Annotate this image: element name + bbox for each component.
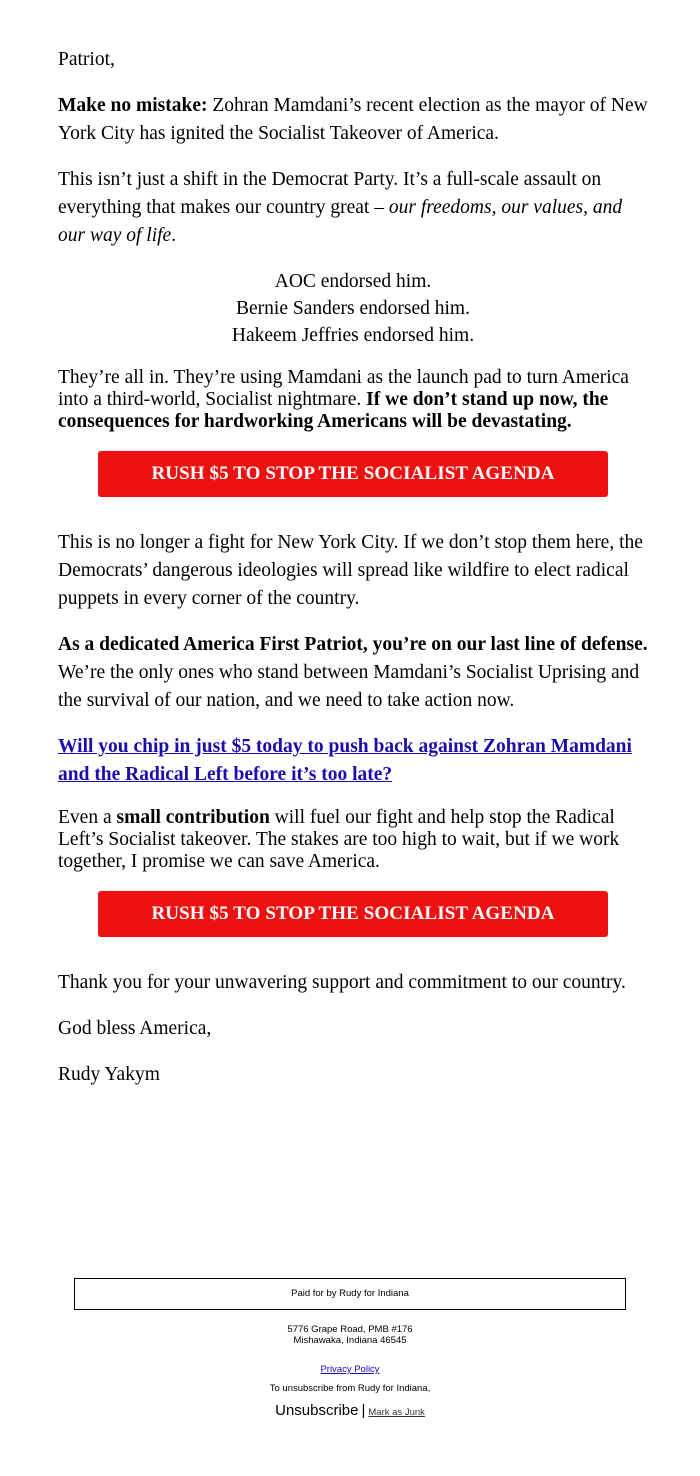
paragraph-defense (58, 631, 648, 715)
address-line: 5776 Grape Road, PMB #176 (287, 1324, 413, 1335)
defense-bold: As a dedicated America First Patriot, you’re on our last line of defense. (58, 634, 648, 655)
unsubscribe-note: To unsubscribe from Rudy for Indiana, (269, 1383, 431, 1394)
paragraph-thanks: Thank you for your unwavering support and commitment to our country. (58, 972, 626, 993)
intro-text: Zohran Mamdani’s recent election as the mayor of New York City has ignited the Socialist Takeover of America. (58, 95, 648, 144)
privacy-row (0, 1364, 700, 1375)
contribution-pre: Even a (58, 807, 117, 828)
unsubscribe-link[interactable]: Unsubscribe (275, 1402, 359, 1419)
assault-text: This isn’t just a shift in the Democrat Party. It’s a full-scale assault on everything that makes our country great – (58, 169, 602, 218)
paragraph-intro (58, 92, 648, 148)
endorsement-line: Bernie Sanders endorsed him. (236, 298, 470, 319)
contribution-text: will fuel our fight and help stop the Radical Left’s Socialist takeover. The stakes are too high to wait, but if we work together, I promise we can save America. (58, 807, 620, 872)
donate-button-top[interactable]: RUSH $5 TO STOP THE SOCIALIST AGENDA (98, 451, 608, 497)
paragraph-chip-in (58, 733, 648, 789)
chip-in-link[interactable]: Will you chip in just $5 today to push back against Zohran Mamdani and the Radical Left before it’s too late? (58, 736, 632, 785)
cta-container-top (58, 451, 648, 497)
unsubscribe-row (0, 1402, 700, 1419)
assault-italic: our freedoms, our values, and our way of life (58, 197, 623, 246)
mailing-address (0, 1324, 700, 1346)
endorsement-line: Hakeem Jeffries endorsed him. (231, 325, 475, 346)
endorsement-list (58, 268, 648, 349)
paragraph-assault (58, 166, 648, 250)
defense-text: We’re the only ones who stand between Mamdani’s Socialist Uprising and the survival of our nation, and we need to take action now. (58, 662, 640, 711)
intro-lead: Make no mistake: (58, 95, 208, 116)
email-body (58, 46, 648, 1107)
signature: Rudy Yakym (58, 1064, 160, 1085)
paragraph-all-in (58, 367, 648, 433)
privacy-policy-link[interactable]: Privacy Policy (320, 1364, 380, 1375)
paid-for-disclaimer: Paid for by Rudy for Indiana (74, 1278, 626, 1310)
paragraph-contribution (58, 807, 648, 873)
signoff: God bless America, (58, 1018, 212, 1039)
contribution-bold: small contribution (116, 807, 270, 828)
greeting: Patriot, (58, 49, 115, 70)
endorsement-line: AOC endorsed him. (274, 271, 432, 292)
email-footer (0, 1278, 700, 1419)
assault-end: . (171, 225, 177, 246)
paragraph-nyc: This is no longer a fight for New York City. If we don’t stop them here, the Democrats’ dangerous ideologies will spread like wildfire to elect radical puppets in every corner of the country. (58, 532, 643, 609)
cta-container-bottom (58, 891, 648, 937)
mark-as-junk-link[interactable]: Mark as Junk (368, 1407, 425, 1418)
separator: | (361, 1402, 366, 1419)
donate-button-bottom[interactable]: RUSH $5 TO STOP THE SOCIALIST AGENDA (98, 891, 608, 937)
all-in-text: They’re all in. They’re using Mamdani as the launch pad to turn America into a third-world, Socialist nightmare. (58, 367, 629, 410)
address-line: Mishawaka, Indiana 46545 (293, 1335, 407, 1346)
all-in-bold: If we don’t stand up now, the consequences for hardworking Americans will be devastating. (58, 389, 609, 432)
